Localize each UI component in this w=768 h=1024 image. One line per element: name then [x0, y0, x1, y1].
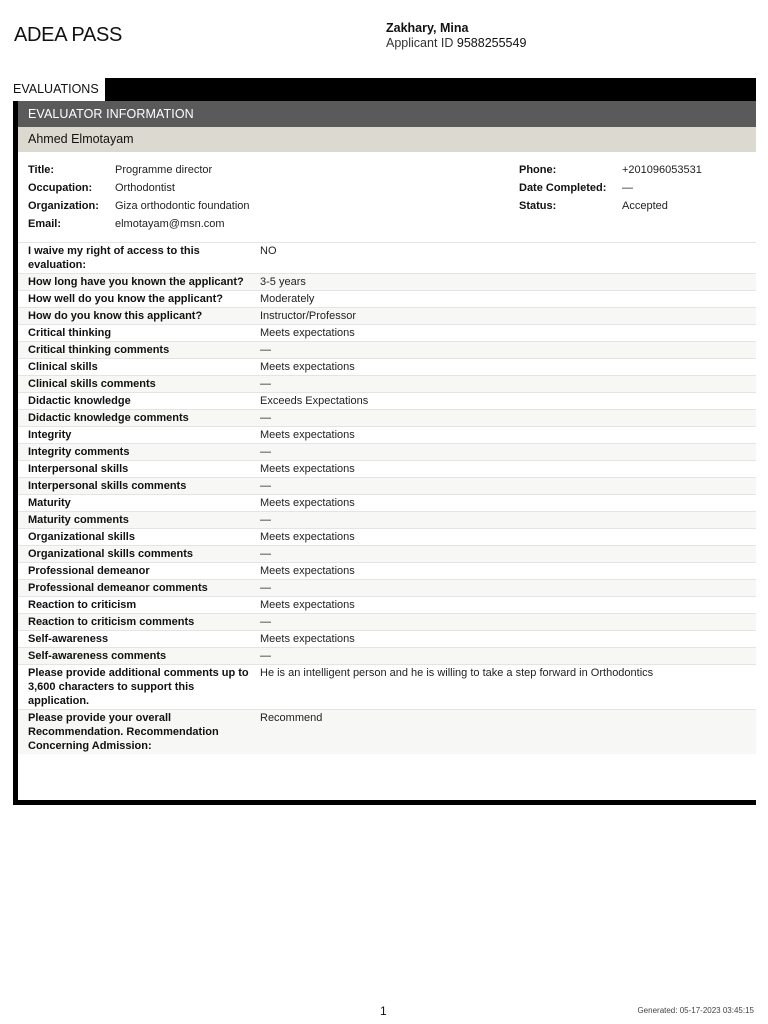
question-answer: Recommend [250, 710, 756, 755]
question-label: Please provide your overall Recommendation. Recommendation Concerning Admission: [18, 710, 250, 755]
question-row [18, 665, 756, 710]
question-row [18, 597, 756, 614]
question-label: Interpersonal skills comments [18, 478, 250, 495]
applicant-name: Zakhary, Mina [386, 21, 469, 35]
question-row [18, 376, 756, 393]
question-row [18, 243, 756, 274]
question-row [18, 648, 756, 665]
question-row [18, 546, 756, 563]
question-answer: Meets expectations [260, 429, 355, 441]
question-answer: Meets expectations [260, 361, 355, 373]
brand-title: ADEA PASS [14, 24, 123, 46]
question-answer: Meets expectations [260, 497, 355, 509]
field-occupation-label: Occupation: [28, 182, 93, 194]
evaluator-details [18, 152, 756, 242]
evaluator-section-title: EVALUATOR INFORMATION [18, 101, 756, 127]
field-status-value: Accepted [622, 200, 668, 212]
question-row [18, 410, 756, 427]
question-row [18, 308, 756, 325]
field-organization-value: Giza orthodontic foundation [115, 200, 250, 212]
question-label: Didactic knowledge [28, 395, 131, 407]
section-tab-bar [13, 78, 756, 101]
question-label: How well do you know the applicant? [28, 293, 223, 305]
question-row [18, 529, 756, 546]
field-title-label: Title: [28, 164, 55, 176]
applicant-id-line [386, 36, 526, 51]
field-date-completed-label: Date Completed: [519, 182, 607, 194]
question-label: Critical thinking comments [18, 342, 250, 359]
question-row [18, 710, 756, 755]
question-label: Professional demeanor comments [18, 580, 250, 597]
applicant-id-value: 9588255549 [456, 36, 527, 50]
question-answer: — [250, 580, 756, 597]
question-answer: Instructor/Professor [250, 308, 756, 325]
question-label: Reaction to criticism comments [18, 614, 250, 631]
question-label: Professional demeanor [28, 565, 150, 577]
question-answer: — [250, 444, 756, 461]
field-title-value: Programme director [115, 164, 213, 176]
question-answer: — [250, 410, 756, 427]
question-label: Self-awareness comments [18, 648, 250, 665]
question-label: Maturity comments [18, 512, 250, 529]
question-label: I waive my right of access to this evaluation: [28, 245, 200, 271]
question-label: Integrity [28, 429, 72, 441]
question-label: Critical thinking [28, 327, 112, 339]
question-row [18, 325, 756, 342]
question-answer: — [250, 614, 756, 631]
field-status-label: Status: [519, 200, 557, 212]
page-number: 1 [380, 1004, 387, 1018]
question-answer: 3-5 years [250, 274, 756, 291]
question-row [18, 512, 756, 529]
evaluation-questions-table [18, 242, 756, 754]
field-occupation-value: Orthodontist [115, 182, 175, 194]
question-answer: Meets expectations [260, 565, 355, 577]
question-label: Self-awareness [28, 633, 109, 645]
question-label: Integrity comments [18, 444, 250, 461]
question-answer: — [250, 342, 756, 359]
question-answer: Meets expectations [260, 531, 355, 543]
tab-evaluations: EVALUATIONS [13, 78, 105, 101]
question-label: How long have you known the applicant? [18, 274, 250, 291]
question-label: Reaction to criticism [28, 599, 137, 611]
generated-timestamp: Generated: 05-17-2023 03:45:15 [637, 1006, 754, 1015]
question-row [18, 393, 756, 410]
question-answer: — [250, 546, 756, 563]
question-label: Please provide additional comments up to 3,600 characters to support this application. [28, 667, 249, 707]
question-label: Organizational skills [28, 531, 135, 543]
field-email-value: elmotayam@msn.com [115, 218, 225, 230]
question-row [18, 359, 756, 376]
question-row [18, 478, 756, 495]
question-answer: Meets expectations [260, 599, 355, 611]
question-row [18, 580, 756, 597]
question-answer: Moderately [260, 293, 315, 305]
question-label: Maturity [28, 497, 71, 509]
question-row [18, 614, 756, 631]
question-answer: — [250, 648, 756, 665]
question-row [18, 427, 756, 444]
question-answer: Exceeds Expectations [260, 395, 369, 407]
field-phone-value: +201096053531 [622, 164, 702, 176]
question-row [18, 461, 756, 478]
question-label: Clinical skills [28, 361, 98, 373]
question-row [18, 495, 756, 512]
field-email-label: Email: [28, 218, 62, 230]
evaluator-name: Ahmed Elmotayam [18, 127, 756, 152]
question-label: How do you know this applicant? [18, 308, 250, 325]
question-answer: He is an intelligent person and he is willing to take a step forward in Orthodontics [260, 667, 654, 679]
question-label: Interpersonal skills [28, 463, 129, 475]
field-phone-label: Phone: [519, 164, 557, 176]
question-label: Didactic knowledge comments [18, 410, 250, 427]
question-answer: Meets expectations [260, 633, 355, 645]
question-row [18, 291, 756, 308]
question-answer: NO [260, 245, 277, 257]
question-answer: — [250, 478, 756, 495]
question-label: Clinical skills comments [18, 376, 250, 393]
field-organization-label: Organization: [28, 200, 99, 212]
question-row [18, 563, 756, 580]
question-answer: — [250, 376, 756, 393]
question-answer: Meets expectations [260, 463, 355, 475]
question-answer: Meets expectations [260, 327, 355, 339]
evaluation-block [13, 101, 756, 805]
question-label: Organizational skills comments [18, 546, 250, 563]
applicant-info [386, 21, 526, 51]
question-answer: — [250, 512, 756, 529]
applicant-id-label: Applicant ID [386, 36, 454, 50]
question-row [18, 631, 756, 648]
question-row [18, 444, 756, 461]
question-row [18, 342, 756, 359]
field-date-completed-value: — [622, 182, 633, 194]
question-row [18, 274, 756, 291]
